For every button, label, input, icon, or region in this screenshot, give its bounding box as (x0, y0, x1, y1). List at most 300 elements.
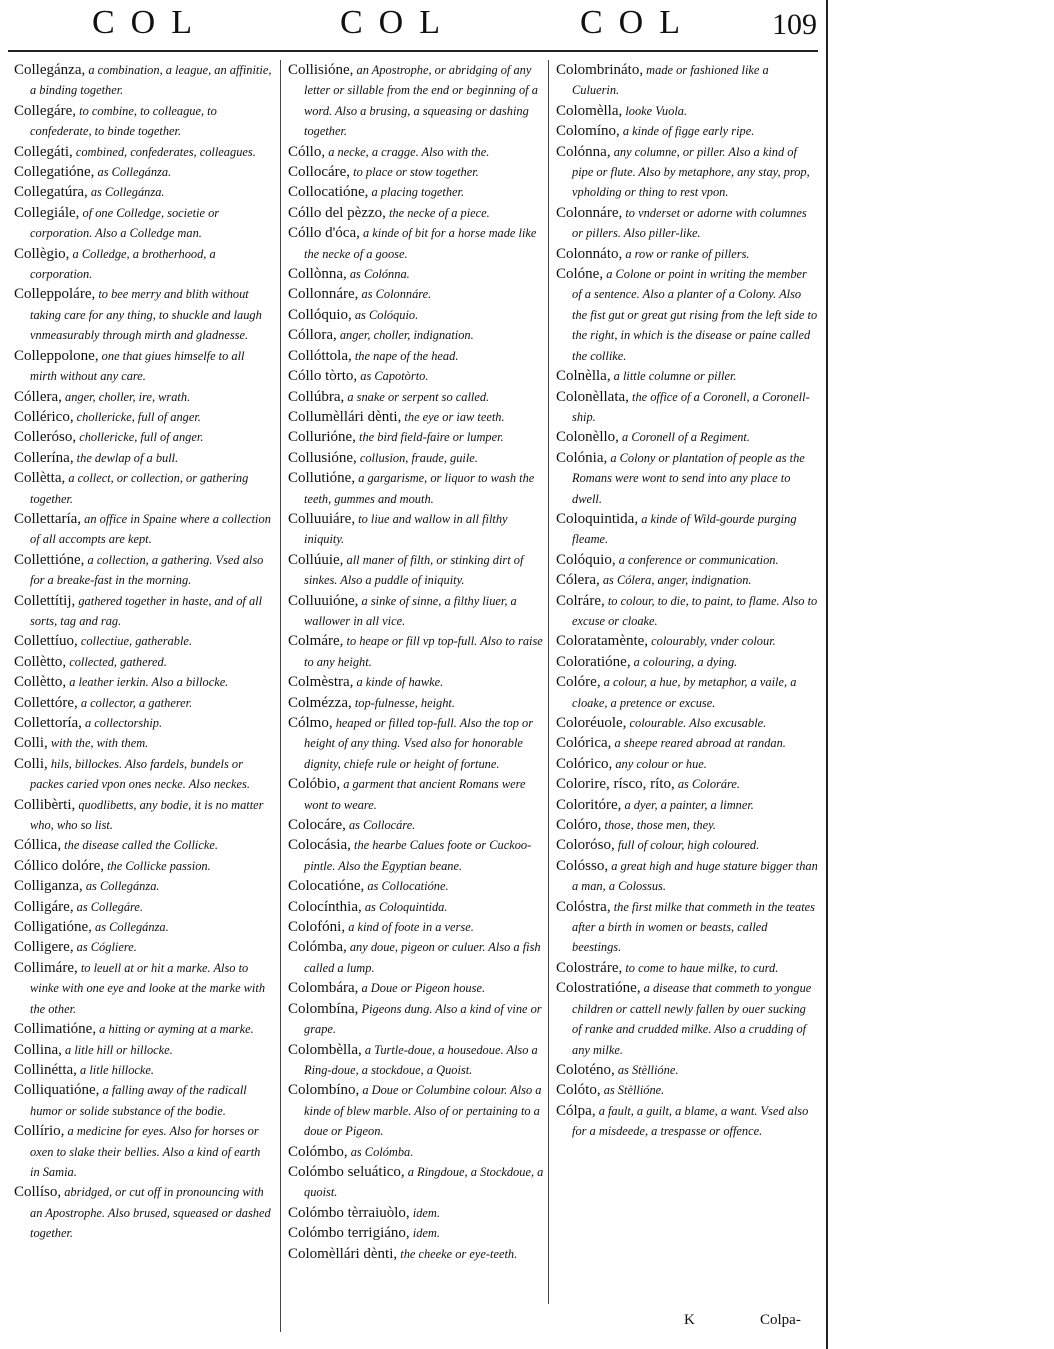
entry-definition: with the, with them. (47, 736, 149, 751)
dictionary-entry (288, 1162, 546, 1203)
entry-headword: Colómbo, (288, 1143, 348, 1160)
dictionary-entry (14, 1019, 272, 1039)
entry-definition: to bee merry and blith without taking care for any thing, to shuckle and laugh vnmeasurably through mirth and gladnesse. (30, 287, 262, 343)
entry-definition: Pigeons dung. Also a kind of vine or grape. (304, 1001, 542, 1037)
dictionary-entry (14, 897, 272, 917)
dictionary-entry (556, 856, 818, 897)
entry-headword: Collègio, (14, 245, 70, 262)
dictionary-entry (288, 591, 546, 632)
entry-definition: as Collegánza. (82, 879, 160, 894)
dictionary-entry (288, 693, 546, 713)
entry-headword: Colligáre, (14, 898, 74, 915)
entry-headword: Collúuie, (288, 551, 344, 568)
dictionary-entry (556, 631, 818, 651)
entry-headword: Cóllora, (288, 327, 337, 344)
entry-definition: a kinde of hawke. (353, 675, 444, 690)
entry-definition: as Stèllióne. (600, 1083, 665, 1098)
dictionary-entry (556, 978, 818, 1060)
dictionary-entry (14, 733, 272, 753)
entry-definition: idem. (409, 1226, 440, 1241)
dictionary-entry (288, 1142, 546, 1162)
entry-headword: Colluuióne, (288, 592, 359, 609)
dictionary-entry (556, 101, 818, 121)
entry-definition: as Coloquintida. (361, 899, 448, 914)
entry-headword: Colomèllári dènti, (288, 1245, 398, 1262)
entry-definition: a kind of foote in a verse. (345, 920, 474, 935)
entry-definition: the bird field-faire or lumper. (355, 430, 504, 445)
entry-definition: anger, choller, ire, wrath. (61, 389, 191, 404)
entry-headword: Collurióne, (288, 429, 356, 446)
entry-definition: an Apostrophe, or abridging of any letter or sillable from the end or beginning of a word. Also a brusing, a squeasing or dashing together. (304, 63, 538, 139)
dictionary-entry (556, 652, 818, 672)
entry-headword: Collóttola, (288, 347, 352, 364)
dictionary-entry (14, 1121, 272, 1182)
entry-definition: the office of a Coronell, a Coronell-ship. (572, 389, 810, 424)
entry-headword: Collettaría, (14, 510, 82, 527)
entry-headword: Coloratióne, (556, 653, 631, 670)
entry-definition: as Colonnáre. (358, 287, 432, 302)
entry-headword: Cólera, (556, 572, 600, 589)
dictionary-entry (288, 672, 546, 692)
dictionary-entry (288, 407, 546, 427)
dictionary-entry (288, 978, 546, 998)
entry-headword: Colostráre, (556, 959, 623, 976)
entry-headword: Collisióne, (288, 62, 354, 78)
entry-headword: Collúbra, (288, 388, 345, 405)
dictionary-entry (14, 448, 272, 468)
entry-headword: Colómba, (288, 939, 347, 956)
entry-definition: the disease called the Collicke. (61, 838, 218, 853)
dictionary-entry (556, 1080, 818, 1100)
entry-headword: Cóllo, (288, 143, 326, 160)
entry-definition: a Doue or Pigeon house. (358, 981, 486, 996)
entry-definition: as Capotòrto. (357, 369, 429, 384)
dictionary-entry (14, 244, 272, 285)
entry-definition: heaped or filled top-full. Also the top or height of any thing. Vsed also for honorable dignity, chiefe rule or height of fortune. (304, 716, 534, 771)
dictionary-entry (14, 427, 272, 447)
dictionary-entry (288, 203, 546, 223)
entry-definition: any columne, or piller. Also a kind of pipe or flute. Also by metaphore, any stay, prop, vpholding or thing to rest vpon. (572, 144, 810, 200)
dictionary-entry (14, 1040, 272, 1060)
entry-headword: Collóquio, (288, 306, 352, 323)
dictionary-entry (288, 468, 546, 509)
entry-headword: Colmèstra, (288, 674, 354, 691)
entry-definition: to place or stow together. (350, 165, 479, 180)
entry-headword: Colóne, (556, 266, 604, 283)
entry-headword: Colonnáto, (556, 245, 623, 262)
entry-headword: Colomíno, (556, 123, 620, 140)
entry-definition: full of colour, high coloured. (614, 838, 760, 853)
entry-definition: the hearbe Calues foote or Cuckoo-pintle. Also the Egyptian beane. (304, 838, 532, 873)
entry-headword: Cólpa, (556, 1102, 596, 1119)
entry-headword: Coloquintida, (556, 510, 639, 527)
entry-headword: Collibèrti, (14, 796, 76, 813)
entry-headword: Colómbo seluático, (288, 1163, 405, 1180)
entry-definition: the first milke that commeth in the teates after a birth in women or beasts, called beestings. (572, 899, 815, 955)
entry-definition: a little columne or piller. (610, 369, 737, 384)
entry-definition: as Colónna. (346, 267, 410, 282)
entry-definition: a garment that ancient Romans were wont to weare. (304, 777, 526, 812)
entry-headword: Colluuiáre, (288, 510, 356, 527)
entry-definition: collected, gathered. (66, 654, 167, 669)
entry-headword: Collettióne, (14, 551, 85, 568)
dictionary-entry (14, 958, 272, 1019)
entry-headword: Collonnáre, (288, 286, 359, 303)
dictionary-entry (556, 366, 818, 386)
entry-definition: a kinde of Wild-gourde purging fleame. (572, 511, 797, 547)
entry-definition: as Collegánza. (91, 920, 169, 935)
entry-definition: the necke of a piece. (385, 205, 490, 220)
entry-headword: Colóro, (556, 817, 602, 834)
dictionary-entry (556, 448, 818, 509)
dictionary-entry (14, 672, 272, 692)
entry-headword: Collérico, (14, 408, 74, 425)
entry-headword: Colombrináto, (556, 62, 644, 78)
page-edge-rule (826, 0, 828, 1349)
entry-definition: abridged, or cut off in pronouncing with an Apostrophe. Also brused, squeased or dashed together. (30, 1185, 271, 1241)
entry-headword: Cólmo, (288, 715, 333, 731)
entry-definition: as Colóquio. (351, 307, 419, 322)
entry-definition: a colour, a hue, by metaphor, a vaile, a cloake, a pretence or excuse. (572, 675, 797, 710)
dictionary-entry (556, 672, 818, 713)
entry-definition: as Coloráre. (674, 777, 741, 792)
dictionary-entry (556, 203, 818, 244)
entry-definition: as Collocatióne. (364, 879, 449, 894)
entry-definition: to come to haue milke, to curd. (622, 960, 779, 975)
dictionary-entry (288, 427, 546, 447)
entry-definition: as Collegánza. (94, 165, 172, 180)
dictionary-entry (288, 1223, 546, 1243)
entry-definition: to combine, to colleague, to confederate, to binde together. (30, 103, 217, 139)
entry-definition: idem. (409, 1205, 440, 1220)
entry-headword: Collina, (14, 1041, 62, 1058)
entry-headword: Collegatúra, (14, 184, 88, 201)
entry-headword: Colleppolone, (14, 347, 99, 364)
dictionary-entry (556, 795, 818, 815)
dictionary-entry (288, 1040, 546, 1081)
entry-definition: as Colómba. (347, 1144, 414, 1159)
entry-headword: Colorire, rísco, ríto, (556, 776, 675, 793)
entry-definition: made or fashioned like a Culuerin. (572, 63, 769, 98)
running-head-right: COL (580, 4, 696, 41)
entry-headword: Colli, (14, 735, 48, 752)
entry-headword: Colombára, (288, 980, 359, 997)
dictionary-entry (556, 60, 818, 101)
entry-headword: Coloréuole, (556, 715, 627, 731)
entry-headword: Colligatióne, (14, 919, 92, 936)
dictionary-entry (14, 937, 272, 957)
entry-definition: all maner of filth, or stinking dirt of sinkes. Also a puddle of iniquity. (304, 552, 524, 588)
dictionary-entry (556, 570, 818, 590)
entry-headword: Collònna, (288, 266, 347, 283)
column-2 (288, 60, 546, 1264)
column-divider-2 (548, 60, 549, 1304)
entry-definition: a Ringdoue, a Stockdoue, a quoist. (304, 1164, 544, 1200)
dictionary-entry (288, 162, 546, 182)
entry-definition: as Cógliere. (73, 940, 137, 955)
entry-headword: Collètta, (14, 470, 66, 487)
entry-headword: Colómbo tèrraiuòlo, (288, 1204, 410, 1221)
entry-headword: Colónna, (556, 143, 611, 160)
entry-definition: as Collocáre. (345, 818, 416, 833)
dictionary-entry (288, 305, 546, 325)
entry-definition: a sheepe reared abroad at randan. (611, 736, 786, 751)
dictionary-entry (14, 550, 272, 591)
dictionary-entry (14, 917, 272, 937)
running-head-center: COL (340, 4, 456, 41)
dictionary-entry (288, 509, 546, 550)
entry-headword: Colónia, (556, 449, 608, 466)
entry-headword: Collegáti, (14, 143, 73, 160)
entry-headword: Collinétta, (14, 1061, 77, 1078)
entry-definition: a Colone or point in writing the member of a sentence. Also a planter of a Colony. Also the fist gut or great gut rising from the left side to the right, in which is the disease or paine called the collike. (572, 267, 818, 363)
dictionary-entry (14, 60, 272, 101)
dictionary-entry (556, 958, 818, 978)
entry-headword: Colomèlla, (556, 102, 623, 119)
entry-headword: Colostratióne, (556, 980, 641, 997)
entry-headword: Collegatióne, (14, 164, 95, 181)
dictionary-entry (556, 815, 818, 835)
column-1 (14, 60, 272, 1244)
entry-headword: Colocáre, (288, 817, 346, 834)
entry-definition: quodlibetts, any bodie, it is no matter who, who so list. (30, 797, 264, 833)
dictionary-entry (288, 366, 546, 386)
entry-definition: one that giues himselfe to all mirth without any care. (30, 348, 245, 384)
entry-headword: Colonnáre, (556, 204, 623, 221)
entry-headword: Collocatióne, (288, 184, 369, 201)
entry-definition: a collectorship. (81, 716, 163, 730)
dictionary-entry (556, 835, 818, 855)
dictionary-entry (14, 856, 272, 876)
dictionary-entry (14, 795, 272, 836)
entry-headword: Collumèllári dènti, (288, 408, 402, 425)
entry-definition: hils, billockes. Also fardels, bundels or packes caried vpon ones necke. Also neckes. (30, 756, 250, 792)
entry-headword: Collegiále, (14, 204, 80, 221)
entry-definition: any colour or hue. (612, 756, 707, 771)
entry-definition: a placing together. (368, 185, 465, 200)
dictionary-entry (14, 1080, 272, 1121)
dictionary-entry (288, 448, 546, 468)
entry-definition: a collection, a gathering. Vsed also for a breake-fast in the morning. (30, 552, 264, 588)
dictionary-entry (14, 407, 272, 427)
dictionary-entry (288, 1203, 546, 1223)
entry-headword: Colráre, (556, 592, 605, 609)
dictionary-entry (14, 509, 272, 550)
entry-definition: the Collicke passion. (104, 858, 211, 873)
dictionary-entry (288, 999, 546, 1040)
entry-definition: of one Colledge, societie or corporation. Also a Colledge man. (30, 205, 220, 241)
entry-headword: Coloritóre, (556, 796, 622, 813)
dictionary-entry (288, 550, 546, 591)
entry-headword: Colmézza, (288, 694, 352, 711)
entry-definition: to heape or fill vp top-full. Also to raise to any height. (304, 634, 543, 669)
entry-headword: Collocáre, (288, 164, 351, 181)
entry-definition: a Coronell of a Regiment. (618, 430, 750, 445)
entry-headword: Colóre, (556, 674, 601, 691)
entry-headword: Colnèlla, (556, 368, 611, 385)
entry-headword: Collerína, (14, 449, 74, 466)
entry-headword: Collimatióne, (14, 1021, 97, 1038)
dictionary-entry (14, 101, 272, 142)
dictionary-entry (556, 244, 818, 264)
dictionary-entry (288, 60, 546, 142)
entry-definition: combined, confederates, colleagues. (72, 144, 256, 159)
entry-definition: a combination, a league, an affinitie, a binding together. (30, 63, 272, 98)
entry-definition: a dyer, a painter, a limner. (621, 797, 754, 812)
entry-definition: a sinke of sinne, a filthy liuer, a wallower in all vice. (304, 593, 517, 628)
dictionary-entry (14, 1182, 272, 1243)
dictionary-entry (556, 142, 818, 203)
entry-headword: Colmáre, (288, 633, 344, 650)
entry-headword: Coloróso, (556, 837, 615, 854)
dictionary-entry (14, 203, 272, 244)
entry-definition: chollericke, full of anger. (73, 409, 201, 424)
dictionary-entry (14, 162, 272, 182)
header-rule (8, 50, 818, 52)
dictionary-entry (14, 591, 272, 632)
entry-headword: Colleróso, (14, 429, 77, 446)
entry-definition: to vnderset or adorne with columnes or pillers. Also piller-like. (572, 205, 807, 241)
entry-headword: Colómbo terrigiáno, (288, 1225, 410, 1242)
dictionary-entry (14, 713, 272, 733)
dictionary-entry (288, 876, 546, 896)
entry-headword: Colonèllata, (556, 388, 629, 405)
entry-headword: Colliganza, (14, 878, 83, 895)
entry-headword: Collutióne, (288, 470, 356, 487)
dictionary-entry (288, 1244, 546, 1264)
entry-definition: a great high and huge stature bigger than a man, a Colossus. (572, 858, 818, 894)
dictionary-entry (288, 897, 546, 917)
entry-definition: the cheeke or eye-teeth. (397, 1246, 518, 1261)
dictionary-entry (556, 713, 818, 733)
entry-definition: a disease that commeth to yongue children or cattell newly fallen by ouer sucking of ranke and crudded milke. Also a crudding of any milke. (572, 981, 812, 1057)
entry-definition: collectiue, gatherable. (77, 634, 192, 649)
entry-headword: Collegánza, (14, 62, 86, 78)
catchword: Colpa- (760, 1312, 801, 1328)
entry-definition: as Collegánza. (87, 185, 165, 200)
entry-headword: Cóllo d'óca, (288, 225, 360, 242)
dictionary-entry (556, 509, 818, 550)
dictionary-entry (288, 774, 546, 815)
dictionary-entry (288, 1080, 546, 1141)
dictionary-entry (14, 346, 272, 387)
entry-definition: a Colledge, a brotherhood, a corporation. (30, 246, 216, 282)
entry-headword: Colocínthia, (288, 898, 362, 915)
dictionary-entry (288, 325, 546, 345)
entry-definition: colourably, vnder colour. (648, 634, 776, 649)
entry-definition: a necke, a cragge. Also with the. (325, 144, 490, 159)
entry-definition: a collect, or collection, or gathering together. (30, 471, 249, 506)
entry-definition: a gargarisme, or liquor to wash the teeth, gummes and mouth. (304, 471, 535, 506)
entry-definition: a Doue or Columbine colour. Also a kinde of blew marble. Also of or pertaining to a doue or Pigeon. (304, 1083, 542, 1139)
entry-headword: Coloratamènte, (556, 633, 649, 650)
entry-definition: a leather ierkin. Also a billocke. (66, 675, 229, 690)
dictionary-entry (14, 693, 272, 713)
column-divider-1 (280, 60, 281, 1332)
entry-headword: Collíso, (14, 1184, 62, 1201)
entry-definition: the eye or iaw teeth. (401, 409, 505, 424)
entry-headword: Collettóre, (14, 694, 78, 711)
entry-definition: to leuell at or hit a marke. Also to winke with one eye and looke at the marke with the other. (30, 960, 266, 1016)
entry-definition: a Turtle-doue, a housedoue. Also a Ring-doue, a stockdoue, a Quoist. (304, 1042, 538, 1077)
entry-headword: Colombíno, (288, 1082, 360, 1099)
entry-definition: the dewlap of a bull. (73, 450, 179, 465)
entry-definition: a hitting or ayming at a marke. (96, 1022, 254, 1037)
dictionary-entry (14, 468, 272, 509)
dictionary-entry (556, 591, 818, 632)
entry-definition: collusion, fraude, guile. (356, 450, 478, 465)
dictionary-entry (14, 652, 272, 672)
dictionary-entry (14, 1060, 272, 1080)
entry-definition: a kinde of figge early ripe. (619, 124, 755, 139)
entry-definition: a kinde of bit for a horse made like the necke of a goose. (304, 226, 537, 261)
entry-headword: Collegáre, (14, 102, 77, 119)
dictionary-entry (556, 264, 818, 366)
entry-headword: Collettítij, (14, 592, 76, 609)
entry-definition: a falling away of the radicall humor or solide substance of the bodie. (30, 1083, 247, 1118)
dictionary-entry (288, 917, 546, 937)
dictionary-entry (556, 121, 818, 141)
entry-headword: Collírio, (14, 1123, 65, 1140)
entry-headword: Colofóni, (288, 919, 346, 936)
entry-headword: Colombína, (288, 1000, 359, 1017)
entry-definition: a litle hill or hillocke. (61, 1042, 173, 1057)
entry-headword: Collètto, (14, 653, 67, 670)
dictionary-entry (288, 815, 546, 835)
entry-headword: Colocásia, (288, 837, 351, 854)
dictionary-entry (288, 937, 546, 978)
entry-headword: Colórico, (556, 755, 613, 772)
dictionary-entry (288, 142, 546, 162)
entry-definition: a fault, a guilt, a blame, a want. Vsed also for a misdeede, a trespasse or offence. (572, 1103, 809, 1139)
dictionary-entry (14, 284, 272, 345)
dictionary-entry (14, 387, 272, 407)
entry-headword: Colóbio, (288, 776, 341, 793)
entry-definition: top-fulnesse, height. (351, 695, 455, 710)
entry-headword: Cóllo del pèzzo, (288, 204, 386, 221)
entry-definition: anger, choller, indignation. (336, 328, 474, 343)
dictionary-entry (288, 284, 546, 304)
entry-definition: a medicine for eyes. Also for horses or oxen to slake their bellies. Also a kind of earth in Samia. (30, 1124, 261, 1179)
dictionary-entry (556, 774, 818, 794)
entry-definition: a litle hillocke. (76, 1062, 154, 1077)
dictionary-entry (14, 142, 272, 162)
dictionary-entry (556, 427, 818, 447)
entry-headword: Colliquatióne, (14, 1082, 100, 1099)
entry-definition: as Stèllióne. (614, 1062, 679, 1077)
dictionary-entry (556, 387, 818, 428)
entry-headword: Colonèllo, (556, 429, 619, 446)
entry-headword: Colóquio, (556, 551, 616, 568)
dictionary-entry (14, 631, 272, 651)
dictionary-entry (288, 182, 546, 202)
dictionary-entry (556, 1101, 818, 1142)
entry-definition: those, those men, they. (601, 818, 717, 833)
entry-headword: Colóto, (556, 1082, 601, 1099)
dictionary-entry (14, 876, 272, 896)
entry-headword: Collusióne, (288, 449, 357, 466)
entry-headword: Cóllo tòrto, (288, 368, 358, 385)
entry-headword: Colligere, (14, 939, 74, 956)
entry-definition: gathered together in haste, and of all sorts, tag and rag. (30, 593, 263, 628)
dictionary-entry (556, 897, 818, 958)
entry-definition: as Cólera, anger, indignation. (599, 573, 752, 588)
dictionary-entry (288, 223, 546, 264)
entry-headword: Colórica, (556, 735, 612, 752)
entry-definition: any doue, pigeon or culuer. Also a fish called a lump. (304, 940, 541, 975)
entry-headword: Collètto, (14, 674, 67, 691)
entry-definition: looke Vuola. (622, 103, 688, 118)
